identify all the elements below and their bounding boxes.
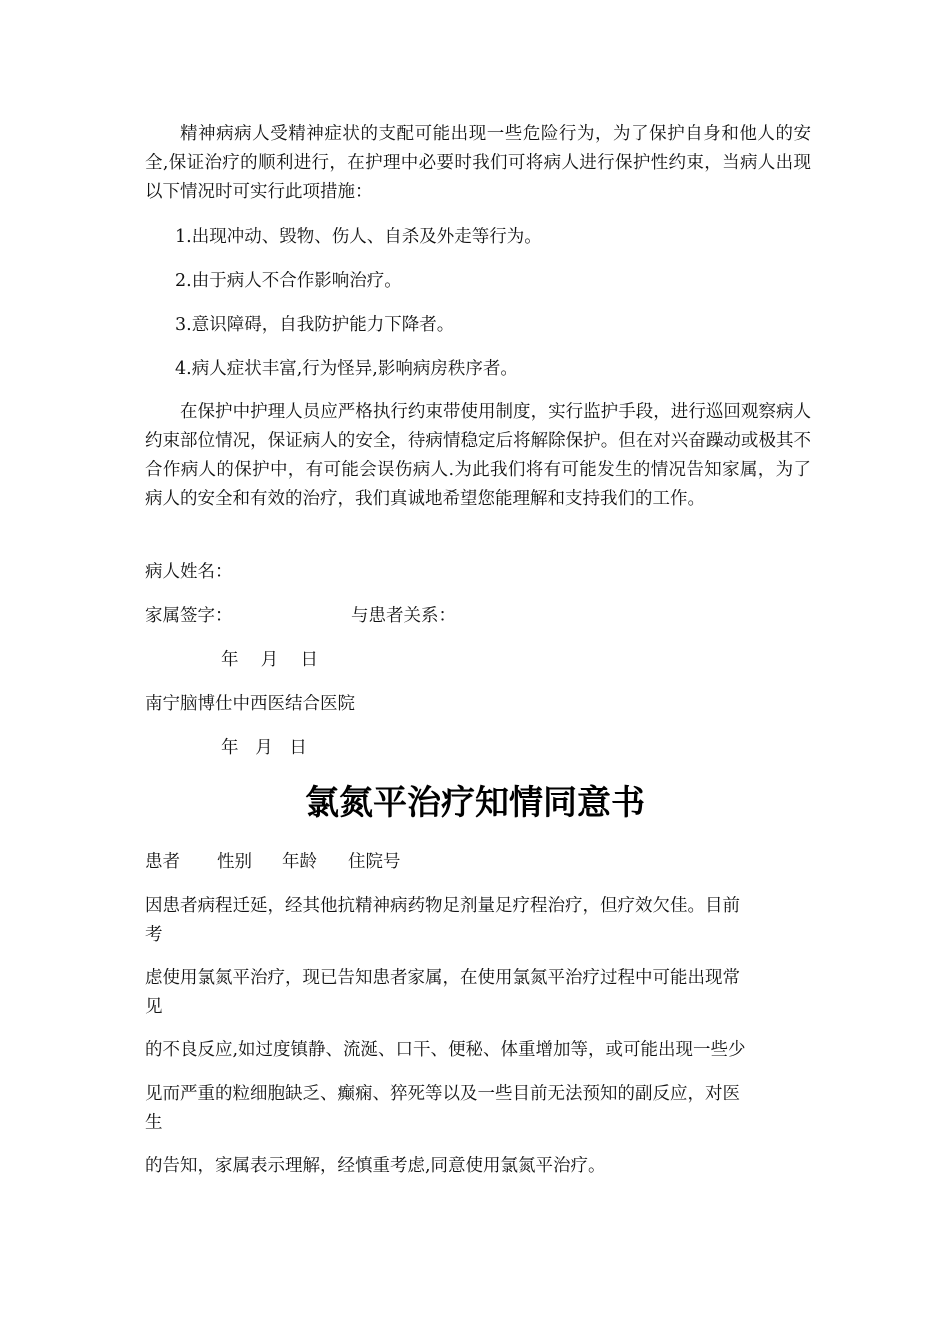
patient-label: 患者 — [145, 852, 180, 872]
consent-line-2: 虑使用氯氮平治疗，现已告知患者家属，在使用氯氮平治疗过程中可能出现常 — [145, 968, 740, 988]
condition-item-2: 2.由于病人不合作影响治疗。 — [175, 271, 402, 291]
family-signature-label: 家属签字： — [145, 606, 233, 626]
age-label: 年龄 — [282, 852, 317, 872]
consent-line-3: 的不良反应,如过度镇静、流涎、口干、便秘、体重增加等，或可能出现一些少 — [145, 1040, 746, 1060]
hospital-name: 南宁脑博仕中西医结合医院 — [145, 694, 355, 714]
consent-line-1: 因患者病程迁延，经其他抗精神病药物足剂量足疗程治疗，但疗效欠佳。目前 — [145, 896, 740, 916]
consent-line-2-wrap: 见 — [145, 997, 163, 1017]
intro-paragraph: 精神病病人受精神症状的支配可能出现一些危险行为，为了保护自身和他人的安全,保证治疗的顺利进行，在护理中必要时我们可将病人进行保护性约束，当病人出现以下情况时可实行此项措施： — [145, 124, 811, 202]
condition-item-3: 3.意识障碍，自我防护能力下降者。 — [175, 315, 455, 335]
date-line-family: 年 月 日 — [221, 650, 319, 670]
relationship-label: 与患者关系： — [351, 606, 456, 626]
consent-line-4: 见而严重的粒细胞缺乏、癫痫、猝死等以及一些目前无法预知的副反应，对医 — [145, 1084, 740, 1104]
patient-info-row — [145, 848, 401, 877]
date-line-hospital: 年 月 日 — [221, 738, 307, 758]
condition-item-1: 1.出现冲动、毁物、伤人、自杀及外走等行为。 — [175, 227, 542, 247]
care-paragraph: 在保护中护理人员应严格执行约束带使用制度，实行监护手段，进行巡回观察病人约束部位情况，保证病人的安全，待病情稳定后将解除保护。但在对兴奋躁动或极其不合作病人的保护中，有可能会误伤病人.为此我们将有可能发生的情况告知家属，为了病人的安全和有效的治疗，我们真诚地希望您能理解和支持我们的工作。 — [145, 402, 811, 509]
admission-number-label: 住院号 — [348, 852, 401, 872]
consent-line-1-wrap: 考 — [145, 925, 163, 945]
consent-title: 氯氮平治疗知情同意书 — [305, 783, 645, 823]
gender-label: 性别 — [217, 852, 252, 872]
condition-item-4: 4.病人症状丰富,行为怪异,影响病房秩序者。 — [175, 359, 518, 379]
consent-line-4-wrap: 生 — [145, 1113, 163, 1133]
patient-name-label: 病人姓名： — [145, 562, 233, 582]
consent-line-5: 的告知，家属表示理解，经慎重考虑,同意使用氯氮平治疗。 — [145, 1156, 606, 1176]
